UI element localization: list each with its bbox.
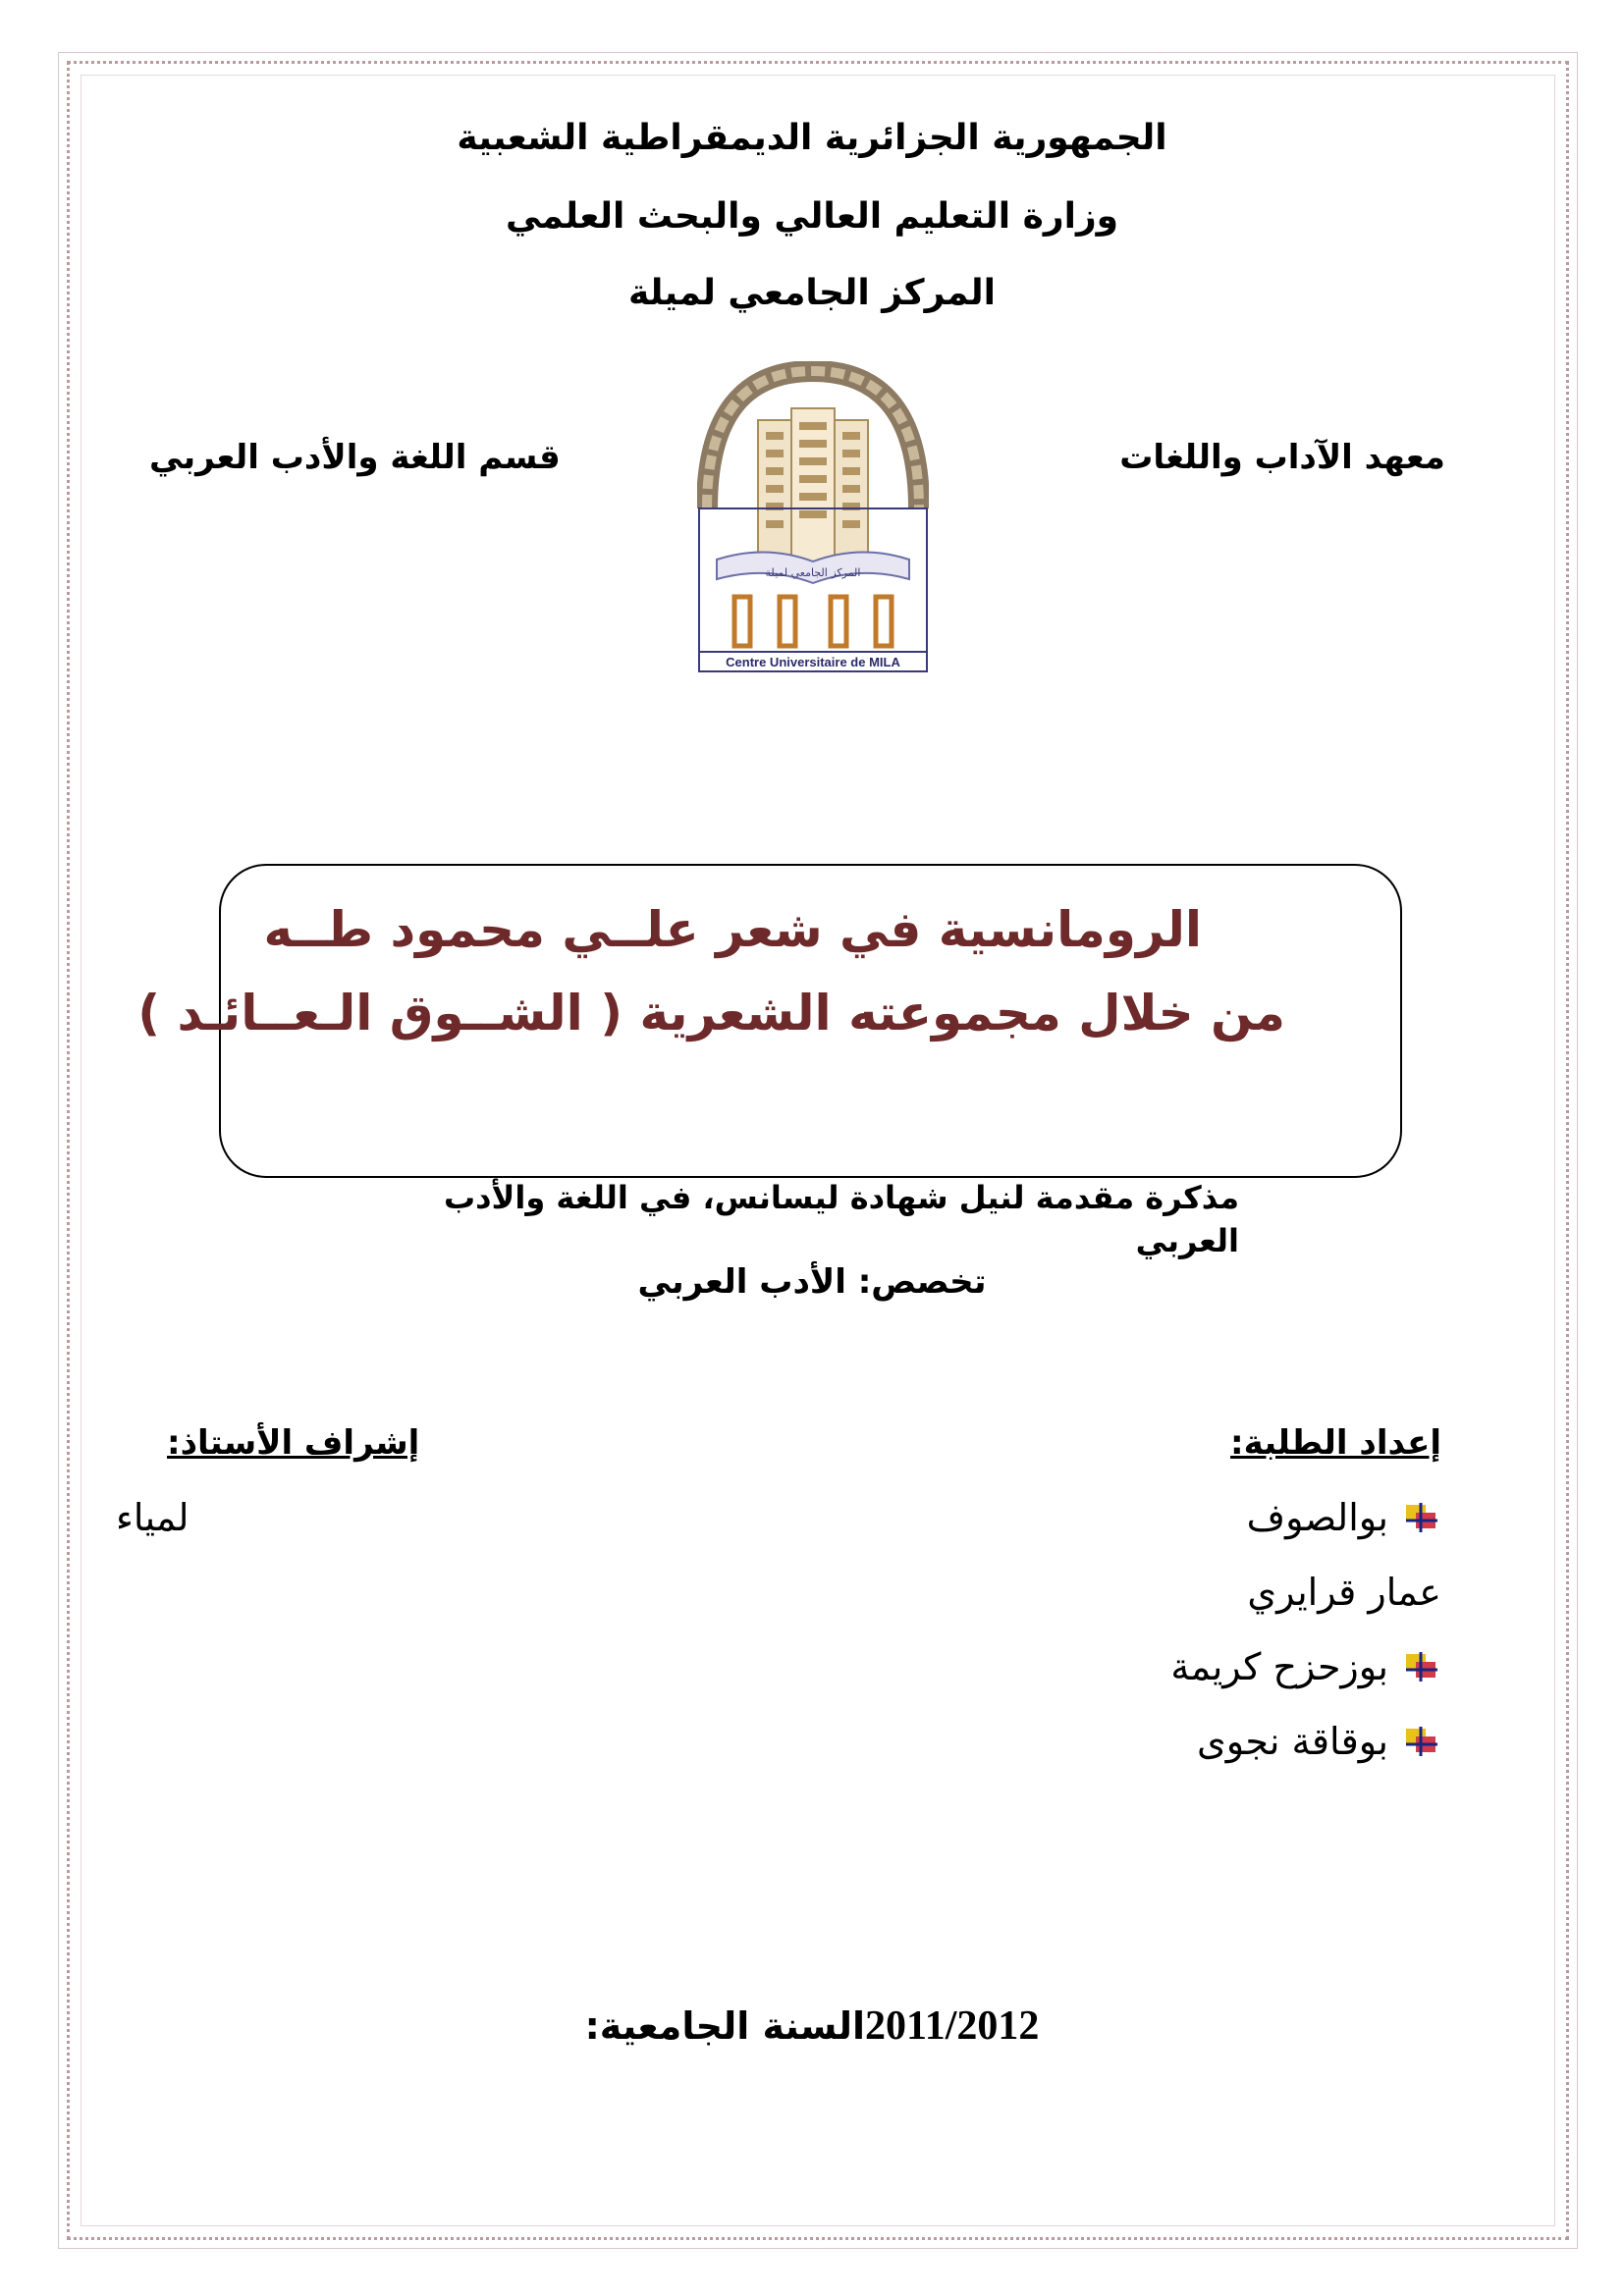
bullet-icon bbox=[1402, 1650, 1441, 1683]
bullet-icon bbox=[1402, 1725, 1441, 1758]
supervisor-name: لمياء bbox=[116, 1496, 189, 1539]
thesis-title-line2: من خلال مجموعته الشعرية ( الشــوق الـعــائـد ) bbox=[137, 985, 1285, 1041]
thesis-title-line1: الرومانسية في شعر علــي محمود طــه bbox=[263, 901, 1202, 958]
student-item bbox=[1247, 1571, 1441, 1614]
academic-year-label: السنة الجامعية: bbox=[584, 2004, 866, 2048]
student-item bbox=[1247, 1496, 1441, 1539]
student-name: بوقاقة نجوى bbox=[1196, 1720, 1388, 1763]
student-item bbox=[1197, 1720, 1441, 1763]
republic-name: الجمهورية الجزائرية الديمقراطية الشعبية bbox=[457, 118, 1167, 158]
student-name: بوالصوف bbox=[1246, 1496, 1388, 1539]
logo-latin-text: Centre Universitaire de MILA bbox=[726, 655, 900, 669]
institute-label: معهد الآداب واللغات bbox=[1119, 438, 1445, 477]
academic-year-value: 2011/2012 bbox=[865, 2003, 1040, 2049]
department-label: قسم اللغة والأدب العربي bbox=[149, 438, 561, 477]
memo-description: مذكرة مقدمة لنيل شهادة ليسانس، في اللغة والأدب العربي bbox=[443, 1179, 1239, 1259]
students-heading: إعداد الطلبة: bbox=[1230, 1423, 1441, 1463]
academic-year bbox=[0, 2002, 1624, 2050]
bullet-icon bbox=[1402, 1501, 1441, 1534]
specialization: تخصص: الأدب العربي bbox=[637, 1262, 987, 1302]
center-name: المركز الجامعي لميلة bbox=[627, 273, 996, 313]
student-name: عمار قرايري bbox=[1247, 1571, 1441, 1614]
student-name: بوزحزح كريمة bbox=[1170, 1645, 1388, 1688]
student-item bbox=[1170, 1645, 1441, 1688]
university-logo bbox=[697, 361, 929, 673]
logo-arabic-text: المركز الجامعي لميلة bbox=[765, 566, 861, 579]
supervisor-heading: إشراف الأستاذ: bbox=[167, 1423, 420, 1463]
ministry-name: وزارة التعليم العالي والبحث العلمي bbox=[505, 196, 1119, 237]
